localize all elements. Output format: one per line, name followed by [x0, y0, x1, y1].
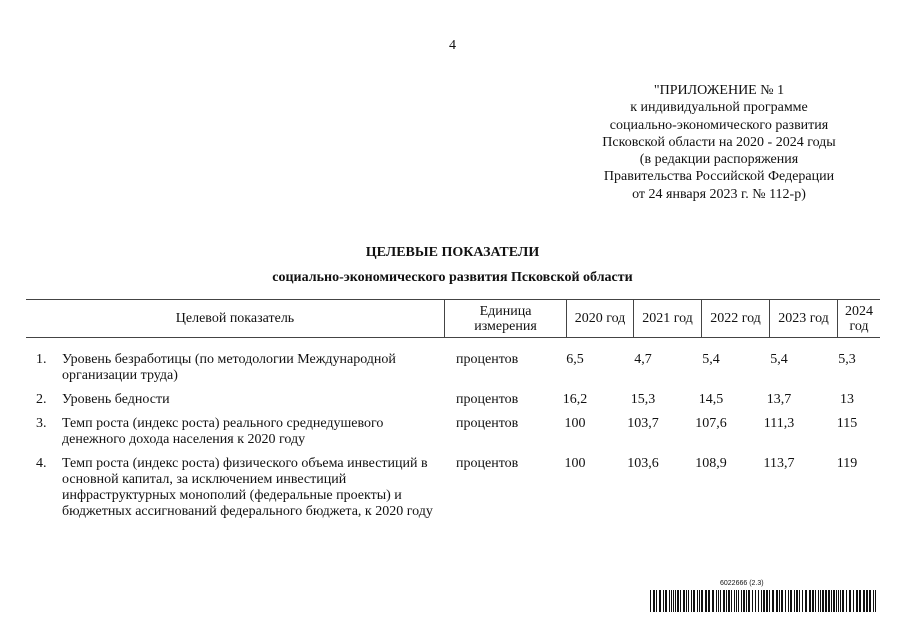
row-number: 4.: [36, 456, 47, 471]
appendix-line: от 24 января 2023 г. № 112-р): [632, 186, 806, 202]
row-value-2024: 115: [836, 416, 858, 431]
row-value-2021: 4,7: [634, 352, 652, 367]
document-subtitle: социально-экономического развития Псковской области: [272, 270, 633, 285]
row-value-2024: 13: [840, 392, 854, 407]
header-year-2024: 2024 год: [837, 300, 880, 337]
row-value-2021: 15,3: [630, 392, 656, 407]
appendix-line: Псковской области на 2020 - 2024 годы: [602, 134, 836, 150]
row-value-2020: 100: [564, 456, 586, 471]
appendix-line: "ПРИЛОЖЕНИЕ № 1: [653, 83, 785, 98]
row-indicator: Уровень бедности: [62, 392, 170, 407]
row-number: 3.: [36, 416, 47, 431]
barcode-text: 6022666 (2.3): [720, 580, 764, 587]
header-year-2023: 2023 год: [769, 300, 837, 337]
row-indicator: Уровень безработицы (по методологии Международной организации труда): [62, 352, 396, 383]
appendix-line: социально-экономического развития: [609, 117, 829, 133]
header-year-2020: 2020 год: [566, 300, 633, 337]
table-row: [26, 392, 880, 408]
row-number: 1.: [36, 352, 47, 367]
table-row: [26, 416, 880, 448]
row-unit: процентов: [456, 392, 519, 407]
appendix-block: [560, 82, 878, 203]
row-indicator: Темп роста (индекс роста) физического объема инвестиций в основной капитал, за исключением инвестиций инфраструктурных монополий (федеральные проекты) и бюджетных ассигнований федерального бюджета, к 2020 году: [62, 456, 433, 519]
header-year-2021: 2021 год: [633, 300, 701, 337]
header-year-2022: 2022 год: [701, 300, 769, 337]
row-value-2020: 6,5: [566, 352, 584, 367]
row-indicator: Темп роста (индекс роста) реального среднедушевого денежного дохода населения к 2020 году: [62, 416, 384, 447]
appendix-line: к индивидуальной программе: [630, 100, 808, 116]
row-value-2020: 100: [564, 416, 586, 431]
page-number: 4: [449, 38, 456, 53]
row-unit: процентов: [456, 352, 519, 367]
row-value-2023: 111,3: [763, 416, 795, 431]
table-row: [26, 352, 880, 384]
row-value-2022: 107,6: [695, 416, 727, 431]
appendix-line: (в редакции распоряжения: [639, 152, 799, 168]
row-number: 2.: [36, 392, 47, 407]
table-body: [26, 352, 880, 528]
row-value-2023: 5,4: [770, 352, 788, 367]
row-value-2023: 13,7: [766, 392, 792, 407]
header-unit-line1: Единица: [479, 303, 532, 319]
barcode: [650, 580, 878, 612]
row-value-2021: 103,6: [627, 456, 659, 471]
row-value-2020: 16,2: [562, 392, 588, 407]
row-unit: процентов: [456, 416, 519, 431]
row-value-2023: 113,7: [763, 456, 795, 471]
document-title: ЦЕЛЕВЫЕ ПОКАЗАТЕЛИ: [365, 245, 540, 260]
row-value-2024: 5,3: [838, 352, 856, 367]
row-value-2022: 108,9: [695, 456, 727, 471]
appendix-line: Правительства Российской Федерации: [603, 169, 835, 185]
row-value-2021: 103,7: [627, 416, 659, 431]
row-value-2024: 119: [836, 456, 858, 471]
row-value-2022: 5,4: [702, 352, 720, 367]
header-indicator: Целевой показатель: [175, 311, 295, 326]
barcode-bars: [650, 590, 878, 612]
row-unit: процентов: [456, 456, 519, 471]
row-value-2022: 14,5: [698, 392, 724, 407]
header-unit: [444, 300, 566, 337]
table-row: [26, 456, 880, 520]
header-unit-line2: измерения: [474, 318, 537, 334]
table-header: [26, 299, 880, 338]
